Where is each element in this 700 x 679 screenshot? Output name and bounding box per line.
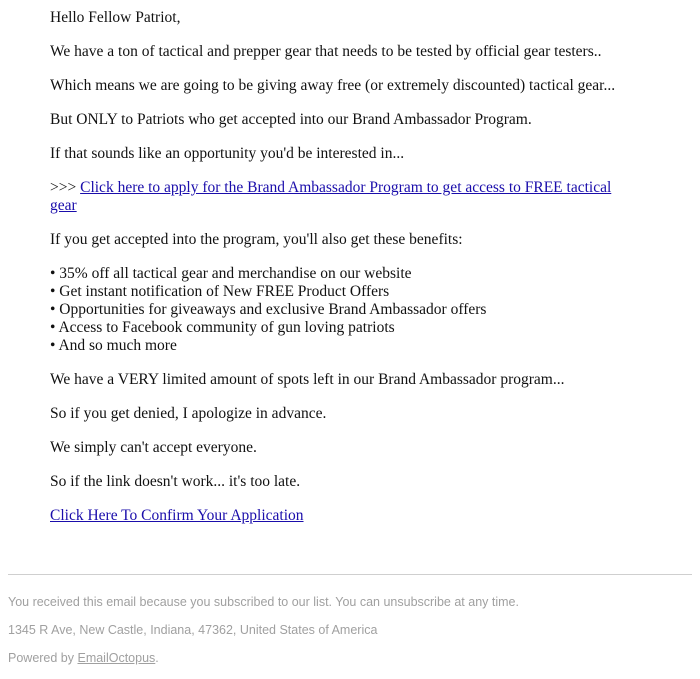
apply-prefix: >>> (50, 179, 81, 196)
footer-subscribed-text: You received this email because you subscribed to our list. You can unsubscribe at any time. (8, 595, 519, 609)
paragraph-too-late: So if the link doesn't work... it's too late. (50, 473, 301, 490)
benefit-item: • 35% off all tactical gear and merchandise on our website (50, 265, 412, 282)
benefit-item: • Get instant notification of New FREE Product Offers (50, 283, 390, 300)
footer-powered-by (8, 651, 159, 665)
benefits-intro: If you get accepted into the program, you'll also get these benefits: (50, 231, 463, 248)
paragraph-patriots-only: But ONLY to Patriots who get accepted into our Brand Ambassador Program. (50, 111, 532, 128)
apply-paragraph (50, 179, 640, 215)
paragraph-apology: So if you get denied, I apologize in advance. (50, 405, 327, 422)
benefits-list (50, 265, 486, 355)
benefit-item: • And so much more (50, 337, 177, 354)
paragraph-gear-testers: We have a ton of tactical and prepper gear that needs to be tested by official gear testers.. (50, 43, 602, 60)
greeting: Hello Fellow Patriot, (50, 9, 181, 26)
paragraph-opportunity: If that sounds like an opportunity you'd be interested in... (50, 145, 405, 162)
footer-divider (8, 574, 692, 575)
confirm-application-link[interactable]: Click Here To Confirm Your Application (50, 507, 304, 524)
benefit-item: • Access to Facebook community of gun loving patriots (50, 319, 395, 336)
emailoctopus-link[interactable]: EmailOctopus (77, 651, 156, 665)
confirm-paragraph (50, 507, 304, 525)
powered-by-prefix: Powered by (8, 651, 78, 665)
benefit-item: • Opportunities for giveaways and exclusive Brand Ambassador offers (50, 301, 487, 318)
footer-address: 1345 R Ave, New Castle, Indiana, 47362, United States of America (8, 623, 378, 637)
paragraph-cant-accept: We simply can't accept everyone. (50, 439, 257, 456)
apply-link[interactable]: Click here to apply for the Brand Ambassador Program to get access to FREE tactical gear (50, 179, 612, 214)
powered-by-suffix: . (155, 651, 159, 665)
paragraph-limited-spots: We have a VERY limited amount of spots left in our Brand Ambassador program... (50, 371, 565, 388)
paragraph-giveaway: Which means we are going to be giving away free (or extremely discounted) tactical gear... (50, 77, 616, 94)
